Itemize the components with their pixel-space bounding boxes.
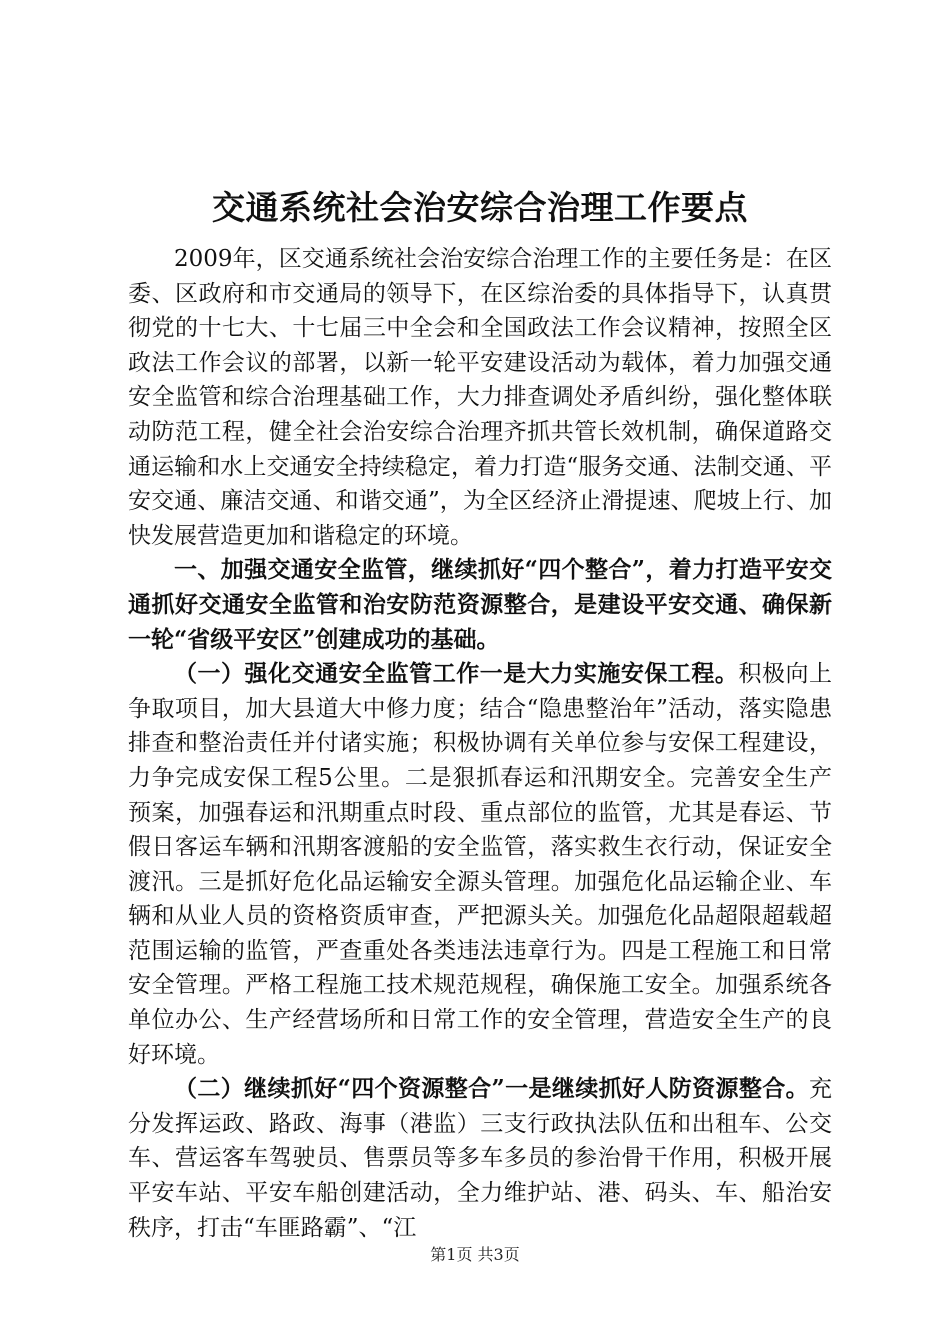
intro-paragraph [128, 242, 832, 553]
subsection-heading-1: （一）强化交通安全监管工作一是大力实施安保工程。 [174, 660, 739, 688]
section-heading-1: 一、加强交通安全监管，继续抓好“四个整合”，着力打造平安交通抓好交通安全监管和治安防范资源整合，是建设平安交通、确保新一轮“省级平安区”创建成功的基础。 [128, 556, 832, 653]
document-title: 交通系统社会治安综合治理工作要点 [212, 188, 748, 227]
subsection-paragraph-2 [128, 1072, 832, 1245]
subsection-text-1: 积极向上争取项目，加大县道大中修力度；结合“隐患整治年”活动，落实隐患排查和整治责任并付诸实施；积极协调有关单位参与安保工程建设，力争完成安保工程5公里。二是狠抓春运和汛期安全。完善安全生产预案，加强春运和汛期重点时段、重点部位的监管，尤其是春运、节假日客运车辆和汛期客渡船的安全监管，落实救生衣行动，保证安全渡汛。三是抓好危化品运输安全源头管理。加强危化品运输企业、车辆和从业人员的资格资质审查，严把源头关。加强危化品超限超载超范围运输的监管，严查重处各类违法违章行为。四是工程施工和日常安全管理。严格工程施工技术规范规程，确保施工安全。加强系统各单位办公、生产经营场所和日常工作的安全管理，营造安全生产的良好环境。 [128, 661, 833, 1068]
subsection-paragraph-1 [128, 657, 832, 1072]
intro-paragraph-text: 2009年，区交通系统社会治安综合治理工作的主要任务是：在区委、区政府和市交通局的领导下，在区综治委的具体指导下，认真贯彻党的十七大、十七届三中全会和全国政法工作会议精神，按照全区政法工作会议的部署，以新一轮平安建设活动为载体，着力加强交通安全监管和综合治理基础工作，大力排查调处矛盾纠纷，强化整体联动防范工程，健全社会治安综合治理齐抓共管长效机制，确保道路交通运输和水上交通安全持续稳定，着力打造“服务交通、法制交通、平安交通、廉洁交通、和谐交通”，为全区经济止滑提速、爬坡上行、加快发展营造更加和谐稳定的环境。 [128, 246, 832, 549]
subsection-heading-2: （二）继续抓好“四个资源整合”一是继续抓好人防资源整合。 [174, 1075, 809, 1103]
document-body [128, 180, 832, 1245]
page-footer: 第1页 共3页 [430, 1245, 520, 1264]
subsection-text-2: 充分发挥运政、路政、海事（港监）三支行政执法队伍和出租车、公交车、营运客车驾驶员、售票员等多车多员的参治骨干作用，积极开展平安车站、平安车船创建活动，全力维护站、港、码头、车、船治安秩序，打击“车匪路霸”、“江 [128, 1076, 832, 1241]
